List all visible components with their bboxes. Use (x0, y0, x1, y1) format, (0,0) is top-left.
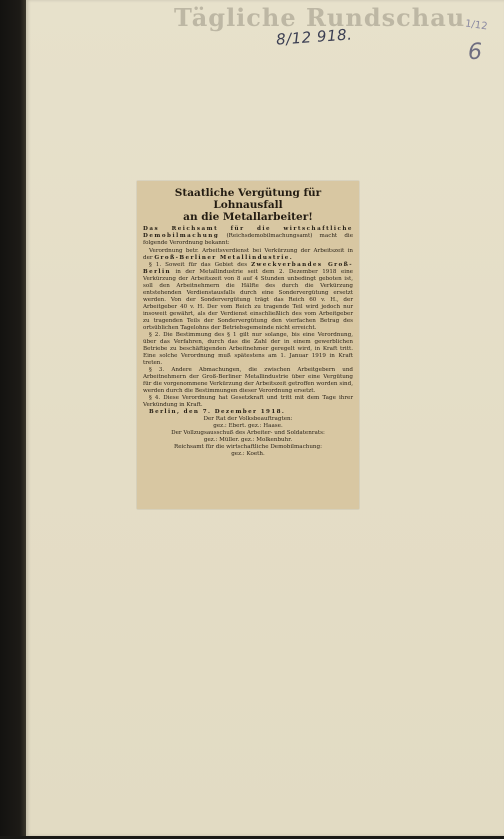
paragraph-2: § 2. Die Bestimmung des § 1 gilt nur solange, bis eine Verordnung, über das Verfahren, durch das die Zahl der in einem gewerblichen Betriebe zu beschäftigenden Arbeitnehmer geregelt wird, in Kraft tritt. Eine solche Verordnung muß spätestens am 1. Januar 1919 in Kraft treten. (143, 332, 353, 366)
paragraph-4: § 4. Diese Verordnung hat Gesetzkraft und tritt mit dem Tage ihrer Verkündung in Kraft. (143, 395, 353, 408)
reichsamt-title: Reichsamt für die wirtschaftliche Demobilmachung: (174, 444, 322, 450)
newspaper-clipping (137, 181, 359, 509)
lead-office: Das Reichsamt für die wirtschaftliche Demobilmachung (143, 226, 353, 239)
article-headline (143, 187, 353, 223)
lead-rest: (Reichsdemobilmachungsamt) macht die folgende Verordnung bekannt: (143, 233, 354, 246)
scanner-border-left (0, 0, 26, 839)
newspaper-masthead: Tägliche Rundschau (174, 3, 466, 32)
paragraph-1-rest: in der Metallindustrie seit dem 2. Dezember 1918 eine Verkürzung der Arbeitszeit von 8 auf 4 Stunden unbedingt geboten ist, soll den Arbeitnehmern die Hälfte des durch die Verkürzung entstehenden Verdienstausfalls durch eine Sondervergütung ersetzt werden. Von der Sondervergütung trägt das Reich 60 v. H., der Arbeitgeber 40 v. H. Der vom Reich zu tragende Teil wird jedoch nur insoweit gewährt, als der Verdienst einschließlich des vom Arbeitgeber zu tragenden Teils der Sondervergütung den vierfachen Betrag des ortsüblichen Tagelohns der Betriebsgemeinde nicht erreicht. (143, 269, 353, 331)
committee-signatures: gez.: Müller. gez.: Molkenbuhr. (203, 437, 293, 443)
reichsamt-signature: gez.: Koeth. (231, 451, 265, 457)
decree-title-industry: Groß-Berliner Metallindustrie. (154, 255, 294, 261)
headline-line-2: an die Metallarbeiter! (183, 211, 313, 223)
paragraph-1-start: § 1. Soweit für das Gebiet des (149, 262, 248, 268)
council-title: Der Rat der Volksbeauftragten: (203, 416, 293, 422)
place-date-text: Berlin, den 7. Dezember 1918. (149, 409, 286, 415)
article-lead (143, 226, 353, 247)
corner-fraction-note: 1/12 (464, 18, 489, 33)
headline-line-1: Staatliche Vergütung für Lohnausfall (174, 187, 322, 211)
paragraph-3: § 3. Andere Abmachungen, die zwischen Arbeitgebern und Arbeitnehmern der Groß-Berliner Metallindustrie über eine Vergütung für die vorgenommene Verkürzung der Arbeitszeit getroffen worden sind, werden durch die Bestimmungen dieser Verordnung ersetzt. (143, 367, 353, 394)
decree-title-start: Verordnung betr. Arbeitsverdienst bei Verkürzung der Arbeitszeit in der (143, 248, 353, 261)
council-signatures: gez.: Ebert. gez.: Haase. (213, 423, 283, 429)
place-date (143, 409, 353, 416)
committee-title: Der Vollzugsausschuß des Arbeiter- und Soldatenrats: (171, 430, 325, 436)
page-number: 6 (468, 40, 482, 65)
paragraph-1-union: Zweckverbandes Groß-Berlin (143, 262, 353, 275)
handwritten-date: 8/12 918. (275, 25, 353, 49)
paragraph-1 (143, 262, 353, 332)
decree-title (143, 248, 353, 262)
